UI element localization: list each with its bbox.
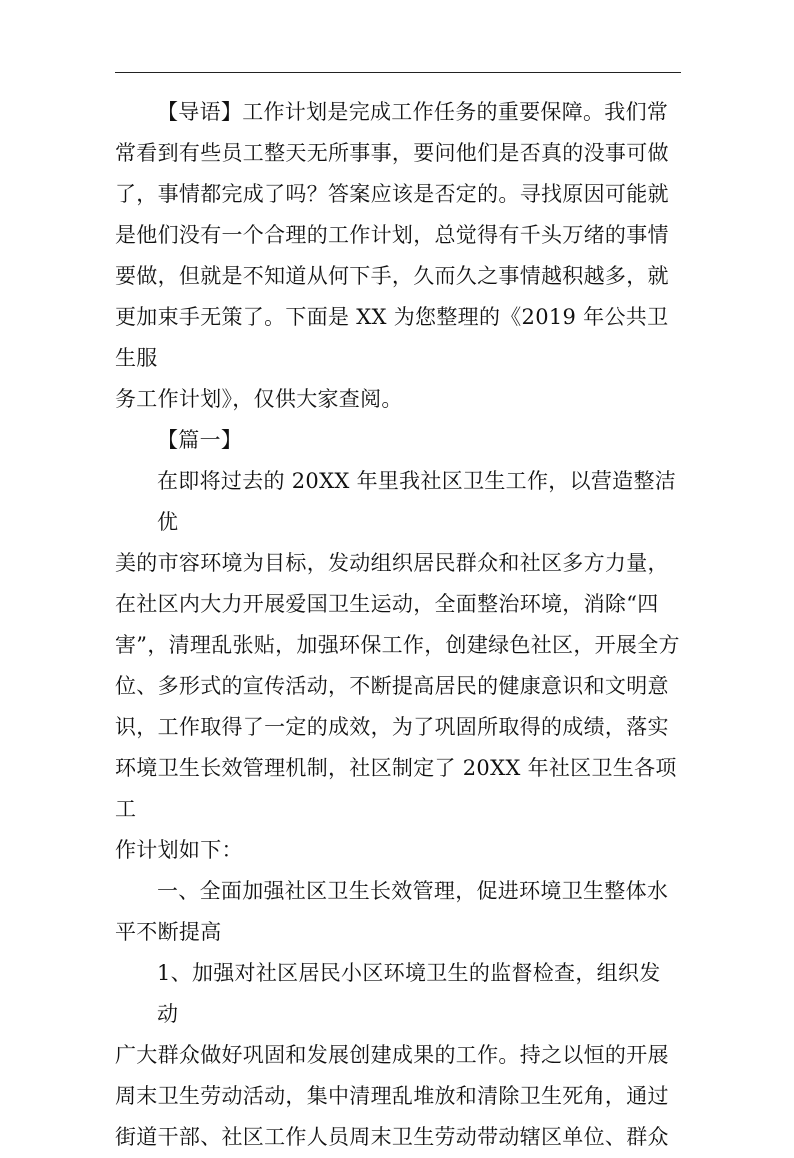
text-line: 是他们没有一个合理的工作计划，总觉得有千头万绪的事情 xyxy=(115,223,669,247)
text-line: 害”，清理乱张贴，加强环保工作，创建绿色社区，开展全方 xyxy=(115,633,680,657)
body-paragraph xyxy=(115,461,681,871)
text-line: 1、加强对社区居民小区环境卫生的监督检查，组织发动 xyxy=(157,961,661,1026)
text-line: 一、全面加强社区卫生长效管理，促进环境卫生整体水 xyxy=(157,879,669,903)
text-line: 位、多形式的宣传活动，不断提高居民的健康意识和文明意 xyxy=(115,674,669,698)
document-body xyxy=(115,92,681,1158)
text-line: 在社区内大力开展爱国卫生运动，全面整治环境，消除“四 xyxy=(115,592,659,616)
heading-paragraph xyxy=(115,871,681,953)
text-line: 【篇一】 xyxy=(157,428,243,452)
text-line: 要做，但就是不知道从何下手，久而久之事情越积越多，就 xyxy=(115,264,669,288)
text-line: 了，事情都完成了吗？答案应该是否定的。寻找原因可能就 xyxy=(115,182,669,206)
text-line: 美的市容环境为目标，发动组织居民群众和社区多方力量， xyxy=(115,551,669,575)
text-line: 识，工作取得了一定的成效，为了巩固所取得的成绩，落实 xyxy=(115,715,669,739)
text-line: 更加束手无策了。下面是 XX 为您整理的《2019 年公共卫生服 xyxy=(115,305,669,370)
text-line: 作计划如下： xyxy=(115,838,243,862)
text-line: 务工作计划》，仅供大家查阅。 xyxy=(115,387,403,411)
section-heading xyxy=(115,420,681,461)
text-line: 街道干部、社区工作人员周末卫生劳动带动辖区单位、群众 xyxy=(115,1125,669,1149)
text-line: 常看到有些员工整天无所事事，要问他们是否真的没事可做 xyxy=(115,141,669,165)
text-line: 环境卫生长效管理机制，社区制定了 20XX 年社区卫生各项工 xyxy=(115,756,677,821)
text-line: 平不断提高 xyxy=(115,920,222,944)
item-paragraph xyxy=(115,953,681,1158)
text-line: 周末卫生劳动活动，集中清理乱堆放和清除卫生死角，通过 xyxy=(115,1084,669,1108)
text-line: 广大群众做好巩固和发展创建成果的工作。持之以恒的开展 xyxy=(115,1043,669,1067)
intro-paragraph xyxy=(115,92,681,420)
text-line: 【导语】工作计划是完成工作任务的重要保障。我们常 xyxy=(157,100,669,124)
header-rule xyxy=(115,72,681,73)
text-line: 在即将过去的 20XX 年里我社区卫生工作，以营造整洁优 xyxy=(157,469,677,534)
